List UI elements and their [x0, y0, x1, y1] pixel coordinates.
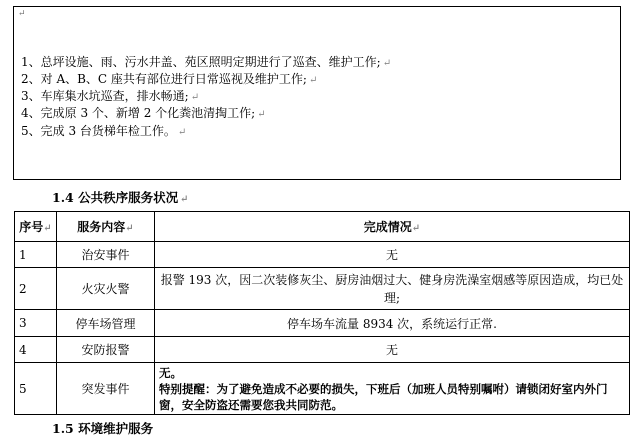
row-result: 无。 特别提醒：为了避免造成不必要的损失，下班后（加班人员特别嘱咐）请锁闭好室内外门窗，安全防盗还需要您我共同防范。: [155, 363, 630, 415]
header-result: 完成情况↵: [155, 212, 630, 242]
row-service: 火灾火警: [57, 268, 155, 310]
section-heading: 1.5 环境维护服务: [52, 421, 154, 436]
maintenance-text-box: [13, 6, 621, 180]
maintenance-item: 1、总坪设施、雨、污水井盖、苑区照明定期进行了巡查、维护工作; ↵: [21, 55, 392, 69]
paragraph-mark: ↵: [177, 127, 187, 138]
row-service: 安防报警: [57, 337, 155, 363]
section-heading: 1.4 公共秩序服务状况 ↵: [52, 190, 189, 205]
security-service-table: [14, 211, 630, 415]
row-result: 无: [155, 242, 630, 268]
row-service: 突发事件: [57, 363, 155, 415]
row-result: 无: [155, 337, 630, 363]
paragraph-mark: ↵: [257, 109, 266, 120]
row-no: 3: [15, 310, 57, 337]
row-result: 报警 193 次，因二次装修灰尘、厨房油烟过大、健身房洗澡室烟感等原因造成，均已处理;: [155, 268, 630, 310]
table-row: [15, 363, 630, 415]
row-result: 停车场车流量 8934 次，系统运行正常.: [155, 310, 630, 337]
table-header-row: [15, 212, 630, 242]
paragraph-mark: ↵: [382, 58, 392, 69]
table-row: [15, 242, 630, 268]
maintenance-item: 2、对 A、B、C 座共有部位进行日常巡视及维护工作; ↵: [21, 72, 318, 86]
paragraph-mark: ↵: [308, 75, 318, 86]
row-service: 治安事件: [57, 242, 155, 268]
paragraph-mark: ↵: [18, 9, 26, 19]
row-no: 2: [15, 268, 57, 310]
maintenance-item: 4、完成原 3 个、新增 2 个化粪池清掏工作; ↵: [21, 106, 266, 120]
maintenance-item: 3、车库集水坑巡查，排水畅通; ↵: [21, 89, 200, 103]
header-no: 序号↵: [15, 212, 57, 242]
table-row: [15, 310, 630, 337]
row-no: 5: [15, 363, 57, 415]
paragraph-mark: ↵: [180, 194, 189, 205]
row-no: 4: [15, 337, 57, 363]
paragraph-mark: ↵: [190, 92, 200, 103]
row-no: 1: [15, 242, 57, 268]
row-service: 停车场管理: [57, 310, 155, 337]
table-row: [15, 337, 630, 363]
table-row: [15, 268, 630, 310]
maintenance-item: 5、完成 3 台货梯年检工作。 ↵: [21, 124, 187, 138]
header-service: 服务内容↵: [57, 212, 155, 242]
